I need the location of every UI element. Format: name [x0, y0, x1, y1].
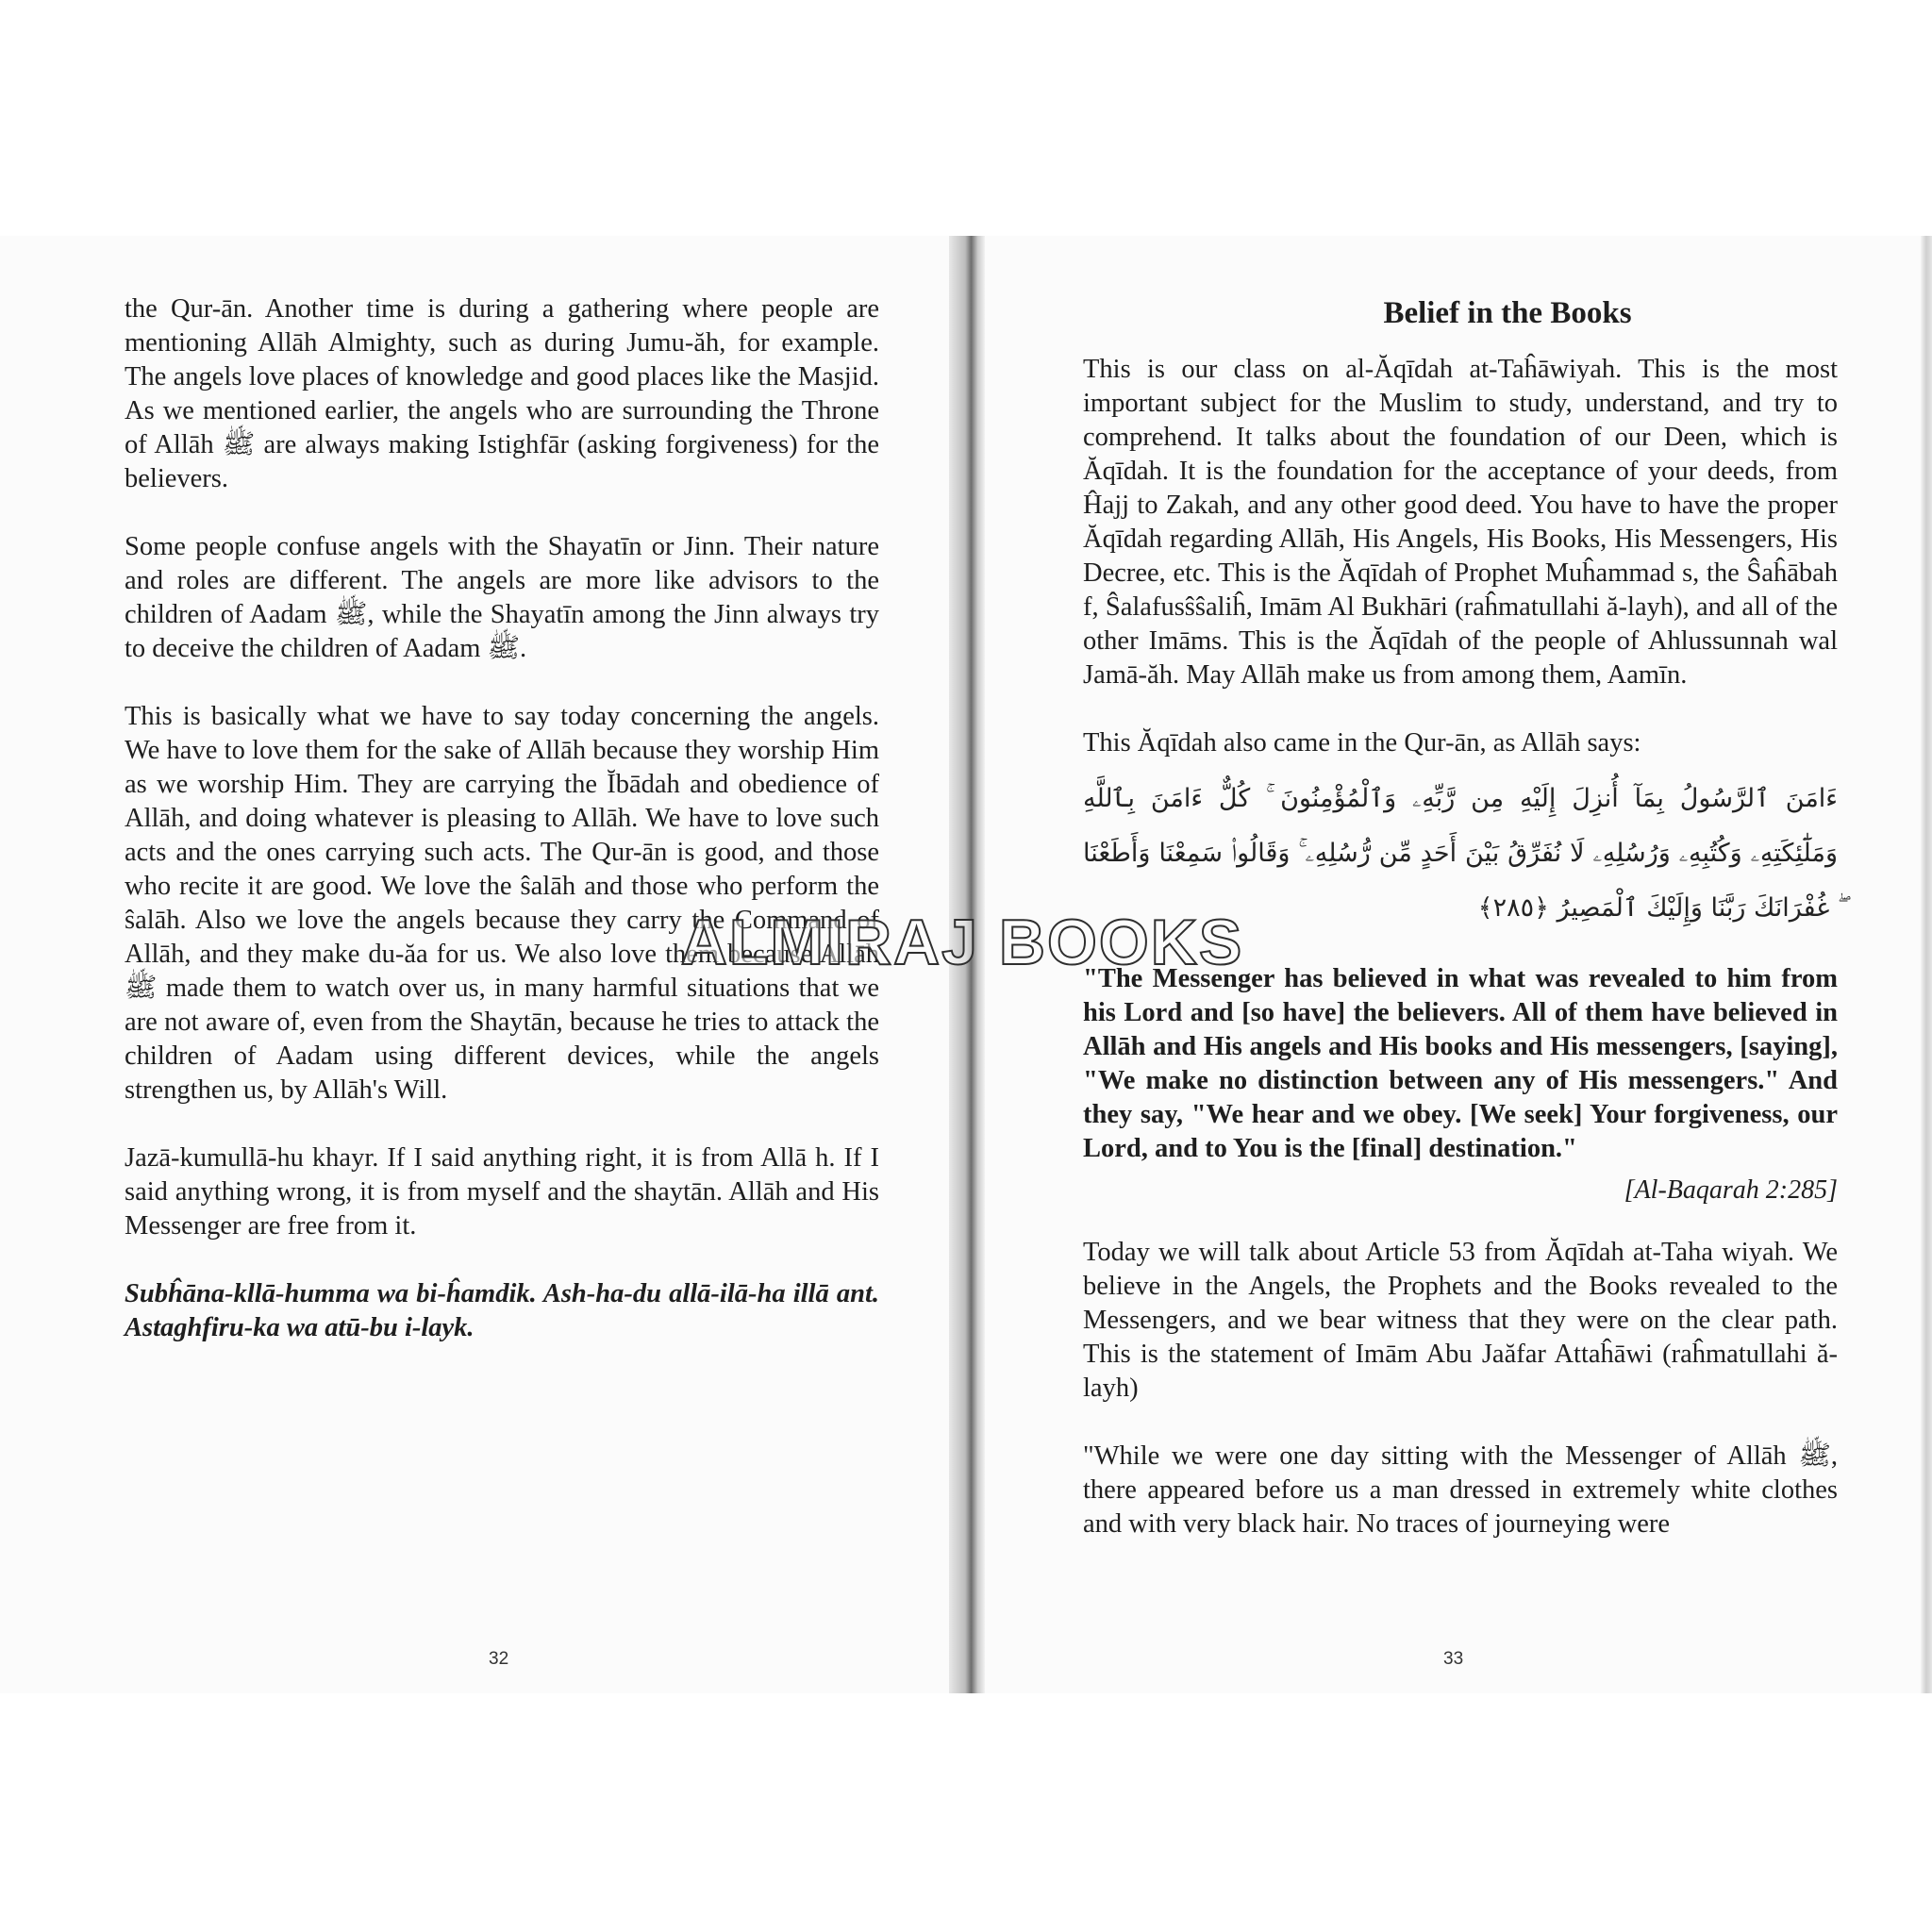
- watermark-text: ALMIRAJ BOOKS: [680, 907, 1244, 978]
- page-edge: [1921, 236, 1932, 1693]
- arabic-verse: ءَامَنَ ٱلرَّسُولُ بِمَآ أُنزِلَ إِلَيْهِ مِن رَّبِّهِۦ وَٱلْمُؤْمِنُونَ ۚ كُلٌّ ءَامَنَ بِٱللَّهِ وَمَلَٰٓئِكَتِهِۦ وَكُتُبِهِۦ وَرُسُلِهِۦ لَا نُفَرِّقُ بَيْنَ أَحَدٍ مِّن رُّسُلِهِۦ ۚ وَقَالُوا۟ سَمِعْنَا وَأَطَعْنَا ۖ غُفْرَانَكَ رَبَّنَا وَإِلَيْكَ ٱلْمَصِيرُ ﴿٢٨٥﴾: [1083, 784, 1838, 923]
- closing-dua: Subĥāna-kllā-humma wa bi-ĥamdik. Ash-ha-du allā-ilā-ha illā ant. Astaghfiru-ka wa atū-bu i-layk.: [125, 1279, 879, 1342]
- hadith-paragraph: "While we were one day sitting with the Messenger of Allāh ﷺ, there appeared before us a man dressed in extremely white clothes and with very black hair. No traces of journeying were: [1083, 1441, 1838, 1539]
- section-heading: Belief in the Books: [1383, 296, 1632, 330]
- page-number-right: 33: [1443, 1649, 1464, 1669]
- verse-translation: "The Messenger has believed in what was revealed to him from his Lord and [so have] the believers. All of them have believed in Allāh and His angels and His books and His messengers, [saying], "We make no distinction between any of His messengers." And they say, "We hear and we obey. [We seek] Your forgiveness, our Lord, and to You is the [final] destination.": [1083, 964, 1838, 1163]
- intro-paragraph: This is our class on al-Ăqīdah at-Taĥāwiyah. This is the most important subject for the Muslim to study, understand, and try to comprehend. It talks about the foundation of our Deen, which is Ăqīdah. It is the foundation for the acceptance of your deeds, from Ĥajj to Zakah, and any other good deed. You have to have the proper Ăqīdah regarding Allāh, His Angels, His Books, His Messengers, His Decree, etc. This is the Ăqīdah of Prophet Muĥammad s, the Ŝaĥābah f, Ŝalafusŝŝaliĥ, Imām Al Bukhāri (raĥmatullahi ă-layh), and all of the other Imāms. This is the Ăqīdah of the people of Ahlussunnah wal Jamā-ăh. May Allāh make us from among them, Aamīn.: [1083, 355, 1838, 690]
- left-paragraph-3: This is basically what we have to say today concerning the angels. We have to love them for the sake of Allāh because they worship Him as we worship Him. They are carrying the Ĭbādah and obedience of Allāh, and doing whatever is pleasing to Allāh. We have to love such acts and the ones carrying such acts. The Qur-ān is good, and those who recite it are good. We love the ŝalāh and those who perform the ŝalāh. Also we love the angels because they carry the Command of Allāh, and they make du-ăa for us. We also love them because Allāh ﷺ made them to watch over us, in many harmful situations that we are not aware of, even from the Shaytān, because he tries to attack the children of Aadam using different devices, while the angels strengthen us, by Allāh's Will.: [125, 702, 879, 1105]
- article-paragraph: Today we will talk about Article 53 from Ăqīdah at-Taha wiyah. We believe in the Angels, the Prophets and the Books revealed to the Messengers, and we bear witness that they were on the clear path. This is the statement of Imām Abu Jaăfar Attaĥāwi (raĥmatullahi ă-layh): [1083, 1238, 1838, 1403]
- page-number-left: 32: [489, 1649, 509, 1669]
- left-paragraph-4: Jazā-kumullā-hu khayr. If I said anything right, it is from Allā h. If I said anything wrong, it is from myself and the shaytān. Allāh and His Messenger are free from it.: [125, 1143, 879, 1241]
- left-page: [125, 292, 879, 1345]
- left-paragraph-2: Some people confuse angels with the Shayatīn or Jinn. Their nature and roles are different. The angels are more like advisors to the children of Aadam ﷺ, while the Shayatīn among the Jinn always try to deceive the children of Aadam ﷺ.: [125, 532, 879, 663]
- verse-citation: [Al-Baqarah 2:285]: [1624, 1175, 1838, 1205]
- quran-intro: This Ăqīdah also came in the Qur-ān, as Allāh says:: [1083, 728, 1641, 758]
- left-paragraph-1: the Qur-ān. Another time is during a gathering where people are mentioning Allāh Almighty, such as during Jumu-ăh, for example. The angels love places of knowledge and good places like the Masjid. As we mentioned earlier, the angels who are surrounding the Throne of Allāh ﷺ are always making Istighfār (asking forgiveness) for the believers.: [125, 294, 879, 493]
